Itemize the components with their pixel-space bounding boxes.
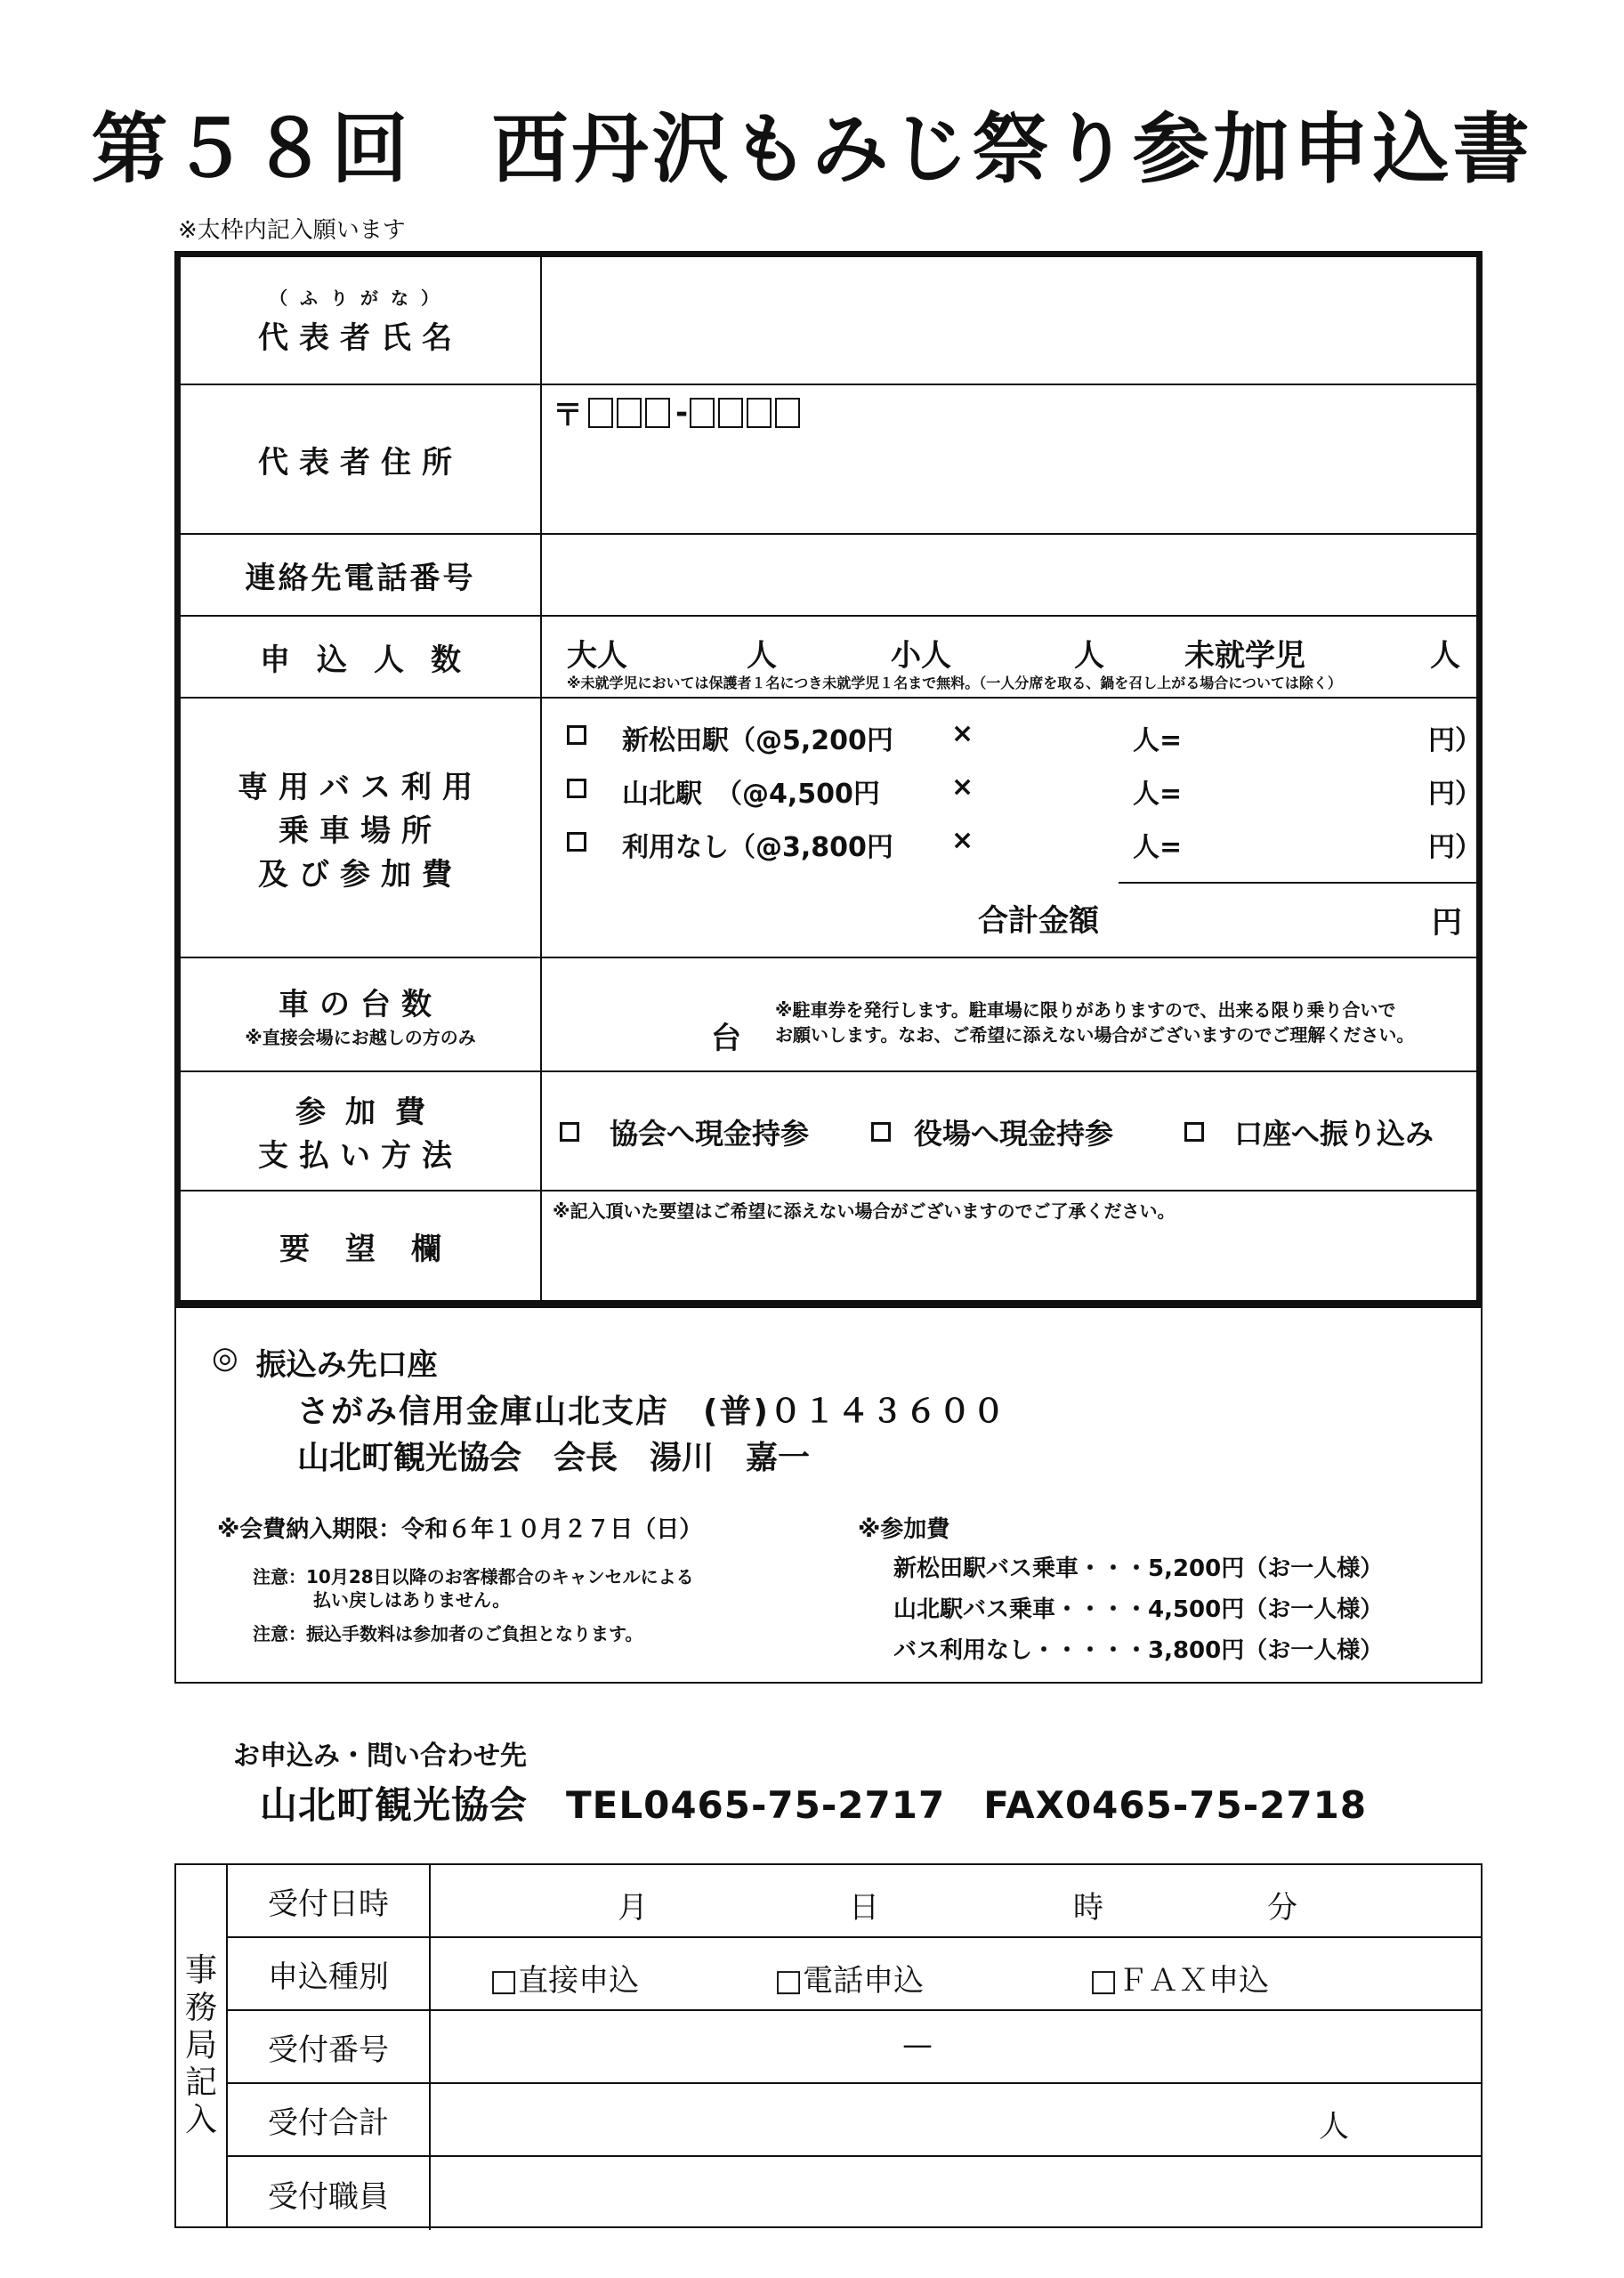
reception-total-row <box>228 2084 1481 2157</box>
adult-label: 大人 <box>567 638 627 674</box>
persons-equals: 人= <box>1133 725 1183 756</box>
office-use-table <box>174 1863 1483 2228</box>
type-phone-checkbox[interactable]: □電話申込 <box>774 1963 925 1999</box>
reception-date-label: 受付日時 <box>228 1865 431 1936</box>
rep-address-field[interactable] <box>542 385 1476 533</box>
payment-label <box>181 1072 542 1190</box>
bus-option-name: 利用なし（@3,800円 <box>622 832 893 863</box>
office-label-char: 務 <box>184 1990 217 2026</box>
total-yen-unit: 円 <box>1432 905 1462 941</box>
payment-option-bank-transfer[interactable] <box>1184 1111 1434 1152</box>
bank-info-section <box>174 1306 1483 1684</box>
contact-line: 山北町観光協会 TEL0465-75-2717 FAX0465-75-2718 <box>260 1783 1368 1827</box>
fee-note: 注意：振込手数料は参加者のご負担となります。 <box>253 1623 643 1644</box>
cars-label <box>181 958 542 1070</box>
bus-option-name: 新松田駅（@5,200円 <box>622 725 893 756</box>
postal-digit-box[interactable] <box>747 398 772 428</box>
rep-address-row <box>181 385 1476 535</box>
yen-unit: 円） <box>1428 725 1482 756</box>
office-label-char: 記 <box>184 2064 217 2101</box>
type-fax-checkbox[interactable]: □ＦＡＸ申込 <box>1089 1963 1270 1999</box>
request-field[interactable] <box>542 1192 1476 1300</box>
payment-option-label: 役場へ現金持参 <box>914 1117 1114 1151</box>
application-type-field <box>431 1938 1481 2009</box>
reception-number-field[interactable] <box>431 2011 1481 2082</box>
persons-equals: 人= <box>1133 779 1183 810</box>
month-unit: 月 <box>618 1890 648 1926</box>
applicants-label-text: 申込人数 <box>260 642 488 678</box>
bus-option-name: 山北駅 （@4,500円 <box>622 779 880 810</box>
payment-option-label: 協会へ現金持参 <box>610 1117 810 1151</box>
postal-digit-box[interactable] <box>718 398 743 428</box>
request-label <box>181 1192 542 1300</box>
office-label-char: 局 <box>184 2027 217 2064</box>
postal-mark: 〒 <box>553 398 583 433</box>
rep-name-field[interactable] <box>542 257 1476 384</box>
checkbox[interactable] <box>567 832 586 852</box>
reception-number-row <box>228 2011 1481 2084</box>
yen-unit: 円） <box>1428 832 1482 863</box>
cancel-note-1: 注意：10月28日以降のお客様都合のキャンセルによる <box>253 1566 694 1587</box>
reception-total-field[interactable] <box>431 2084 1481 2155</box>
office-label-char: 入 <box>184 2102 217 2138</box>
child-unit: 人 <box>1074 638 1104 674</box>
applicants-label <box>181 617 542 697</box>
reception-staff-field[interactable] <box>431 2157 1481 2230</box>
request-label-text: 要望欄 <box>279 1231 477 1267</box>
reception-staff-row <box>228 2157 1481 2230</box>
payment-options <box>542 1072 1476 1190</box>
reception-date-field[interactable] <box>431 1865 1481 1936</box>
application-type-row <box>228 1938 1481 2011</box>
applicants-row <box>181 617 1476 699</box>
reception-total-label: 受付合計 <box>228 2084 431 2155</box>
cars-label-text: 車の台数 <box>279 987 442 1022</box>
bank-account: さがみ信用金庫山北支店 (普)０１４３６００ <box>297 1393 1006 1430</box>
checkbox[interactable] <box>871 1122 891 1142</box>
cars-row <box>181 958 1476 1072</box>
reception-number-label: 受付番号 <box>228 2011 431 2082</box>
phone-label-text: 連絡先電話番号 <box>245 560 476 596</box>
office-use-label <box>176 1865 228 2226</box>
bank-heading <box>212 1340 438 1384</box>
times-sign: × <box>951 771 974 803</box>
rep-name-text: 代表者氏名 <box>258 320 463 356</box>
postal-digit-box[interactable] <box>775 398 800 428</box>
request-note: ※記入頂いた要望はご希望に添えない場合がございますのでご了承ください。 <box>553 1200 1176 1222</box>
bus-option-none[interactable] <box>567 823 1482 863</box>
fee-no-bus: バス利用なし・・・・・3,800円（お一人様） <box>893 1637 1384 1664</box>
contact-heading: お申込み・問い合わせ先 <box>233 1741 527 1772</box>
checkbox[interactable] <box>567 779 586 798</box>
minute-unit: 分 <box>1267 1890 1297 1926</box>
office-label-char: 事 <box>184 1952 217 1989</box>
phone-label <box>181 535 542 615</box>
cars-sublabel: ※直接会場にお越しの方のみ <box>245 1027 476 1048</box>
rep-address-label <box>181 385 542 533</box>
bus-row <box>181 699 1482 958</box>
rep-address-text: 代表者住所 <box>258 444 463 481</box>
cars-field[interactable] <box>542 958 1476 1070</box>
bus-label-line-1: 専用バス利用 <box>238 769 483 805</box>
fee-yamakita: 山北駅バス乗車・・・・4,500円（お一人様） <box>893 1596 1384 1623</box>
adult-unit: 人 <box>747 638 777 674</box>
checkbox[interactable] <box>1184 1122 1204 1142</box>
bus-option-shinmatsuda[interactable] <box>567 716 1482 756</box>
times-sign: × <box>951 825 974 856</box>
application-form <box>174 251 1483 1306</box>
cancel-note-2: 払い戻しはありません。 <box>313 1589 511 1611</box>
postal-digit-box[interactable] <box>645 398 670 428</box>
postal-digit-box[interactable] <box>588 398 613 428</box>
payment-label-line-1: 参加費 <box>295 1095 445 1130</box>
total-amount-label: 合計金額 <box>978 903 1099 939</box>
payment-deadline: ※会費納入期限：令和６年１０月２７日（日） <box>217 1516 703 1543</box>
furigana-label: （ふりがな） <box>270 287 451 309</box>
rep-name-row <box>181 257 1476 385</box>
rep-name-label <box>181 257 542 384</box>
account-holder: 山北町観光協会 会長 湯川 嘉一 <box>297 1440 811 1476</box>
bank-heading-text: 振込み先口座 <box>255 1347 438 1383</box>
persons-equals: 人= <box>1133 832 1183 863</box>
hour-unit: 時 <box>1073 1890 1103 1926</box>
postal-separator: - <box>675 394 689 431</box>
payment-option-town-office[interactable] <box>871 1111 1113 1152</box>
payment-option-label: 口座へ振り込み <box>1234 1117 1434 1151</box>
request-row <box>181 1192 1476 1300</box>
day-unit: 日 <box>849 1890 879 1926</box>
bus-label-line-2: 乗車場所 <box>279 812 442 849</box>
fee-shinmatsuda: 新松田駅バス乗車・・・5,200円（お一人様） <box>893 1555 1384 1582</box>
checkbox[interactable] <box>567 725 586 745</box>
reception-staff-label: 受付職員 <box>228 2157 431 2230</box>
times-sign: × <box>951 718 974 749</box>
application-type-label: 申込種別 <box>228 1938 431 2009</box>
preschool-note: ※未就学児においては保護者１名につき未就学児１名まで無料。（一人分席を取る、鍋を召し上がる場合については除く） <box>567 675 1342 691</box>
cars-unit: 台 <box>711 1021 741 1056</box>
double-circle-icon: ◎ <box>212 1340 238 1376</box>
preschool-unit: 人 <box>1430 638 1460 674</box>
payment-row <box>181 1072 1476 1192</box>
total-divider <box>1119 882 1476 884</box>
persons-unit: 人 <box>1319 2109 1349 2145</box>
payment-label-line-2: 支払い方法 <box>258 1138 463 1174</box>
reception-date-row <box>228 1865 1481 1938</box>
child-label: 小人 <box>891 638 951 674</box>
postal-digit-box[interactable] <box>690 398 715 428</box>
bus-label-line-3: 及び参加費 <box>258 856 463 893</box>
fee-heading: ※参加費 <box>858 1516 950 1543</box>
phone-row <box>181 535 1476 617</box>
bus-option-yamakita[interactable] <box>567 770 1482 810</box>
yen-unit: 円） <box>1428 779 1482 810</box>
applicants-field <box>542 617 1476 697</box>
page-title: 第５８回 西丹沢もみじ祭り参加申込書 <box>91 105 1533 194</box>
preschool-label: 未就学児 <box>1184 638 1305 674</box>
payment-option-association[interactable] <box>560 1111 809 1152</box>
parking-note-line-1: ※駐車券を発行します。駐車場に限りがありますので、出来る限り乗り合いで <box>775 999 1396 1021</box>
checkbox[interactable] <box>560 1122 579 1142</box>
parking-note <box>775 998 1414 1047</box>
instruction-note: ※太枠内記入願います <box>178 217 406 244</box>
bus-options <box>542 699 1482 957</box>
phone-field[interactable] <box>542 535 1476 615</box>
bus-label <box>181 699 542 957</box>
postal-digit-box[interactable] <box>617 398 642 428</box>
number-dash: — <box>902 2027 933 2063</box>
type-direct-checkbox[interactable]: □直接申込 <box>489 1963 640 1999</box>
postal-code-field[interactable] <box>553 391 804 434</box>
parking-note-line-2: お願いします。なお、ご希望に添えない場合がございますのでご理解ください。 <box>775 1024 1415 1046</box>
